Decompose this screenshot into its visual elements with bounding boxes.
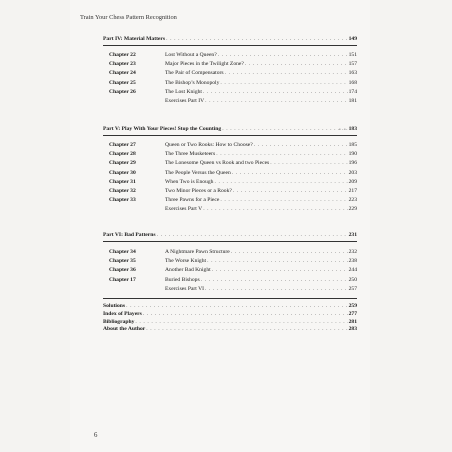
- chapter-page: 257: [348, 285, 357, 292]
- chapter-page: 157: [348, 61, 357, 68]
- chapter-title: Buried Bishops: [165, 276, 200, 283]
- toc-entry: [109, 267, 357, 276]
- dot-leader: [201, 277, 348, 283]
- back-matter-page: 277: [348, 310, 357, 317]
- toc-entry: [109, 258, 357, 267]
- dot-leader: [207, 258, 348, 264]
- chapter-list: [109, 249, 357, 295]
- dot-leader: [126, 303, 348, 309]
- back-matter-page: 259: [348, 303, 357, 309]
- chapter-number: Chapter 32: [109, 187, 136, 194]
- chapter-title: Two Minor Pieces or a Rook?: [165, 187, 232, 194]
- dot-leader: [270, 160, 347, 166]
- chapter-page: 229: [348, 206, 357, 213]
- dot-leader: [146, 326, 347, 332]
- toc-entry: [109, 249, 357, 258]
- chapter-title: Major Pieces in the Twilight Zone?: [165, 61, 244, 68]
- chapter-title: When Two is Enough: [165, 178, 214, 185]
- chapter-list: [109, 142, 357, 216]
- chapter-page: 174: [348, 88, 357, 95]
- chapter-number: Chapter 30: [109, 169, 136, 176]
- chapter-number: Chapter 17: [109, 276, 136, 283]
- toc-entry: [109, 197, 357, 206]
- chapter-list: [109, 52, 357, 107]
- chapter-page: 244: [348, 267, 357, 274]
- back-matter-list: [103, 303, 357, 334]
- toc-entry: [109, 179, 357, 188]
- page-number: 6: [94, 432, 98, 439]
- dot-leader: [220, 197, 347, 203]
- dot-leader: [216, 151, 347, 157]
- chapter-page: 163: [348, 70, 357, 77]
- chapter-number: Chapter 25: [109, 79, 136, 86]
- chapter-number: Chapter 34: [109, 249, 136, 255]
- dot-leader: [254, 142, 348, 148]
- back-matter-page: 281: [348, 318, 357, 325]
- chapter-title: The Three Musketeers: [165, 151, 216, 158]
- chapter-number: Chapter 22: [109, 52, 136, 58]
- part-rule: [103, 135, 357, 136]
- dot-leader: [205, 98, 347, 104]
- chapter-title: Three Pawns for a Piece: [165, 197, 220, 204]
- part-title: Part V: Play With Your Pieces! Stop the Counting: [103, 126, 222, 132]
- dot-leader: [225, 70, 348, 76]
- toc-entry: [109, 80, 357, 89]
- chapter-number: Chapter 33: [109, 197, 136, 204]
- toc-entry: [109, 61, 357, 70]
- back-matter-title: Index of Players: [103, 310, 142, 317]
- chapter-title: The Worse Knight: [165, 258, 207, 265]
- chapter-number: Chapter 36: [109, 267, 136, 274]
- part-rule: [103, 45, 357, 46]
- dot-leader: [135, 319, 347, 325]
- chapter-page: 185: [348, 142, 357, 148]
- chapter-page: 238: [348, 258, 357, 265]
- dot-leader: [205, 286, 348, 292]
- chapter-page: 151: [348, 52, 357, 58]
- dot-leader: [222, 126, 347, 132]
- dot-leader: [233, 188, 348, 194]
- dot-leader: [232, 170, 348, 176]
- chapter-title: Exercises Part IV: [165, 97, 205, 104]
- part-heading: [103, 36, 357, 42]
- chapter-title: The Lonesome Queen vs Rook and two Pieces: [165, 160, 270, 167]
- toc-entry: [109, 52, 357, 61]
- dot-leader: [212, 267, 348, 273]
- chapter-number: Chapter 26: [109, 88, 136, 95]
- dot-leader: [245, 61, 348, 67]
- toc-entry: [109, 206, 357, 215]
- toc-entry: [109, 70, 357, 79]
- toc-entry: [103, 319, 357, 327]
- toc-entry: [103, 303, 357, 311]
- part-title: Part VI: Bad Patterns: [103, 232, 156, 238]
- chapter-title: Exercises Part VI: [165, 285, 205, 292]
- back-matter-title: Bibliography: [103, 318, 135, 325]
- chapter-title: The Lost Knight: [165, 88, 202, 95]
- chapter-number: Chapter 28: [109, 151, 136, 158]
- back-matter-title: Solutions: [103, 303, 126, 309]
- dot-leader: [220, 80, 347, 86]
- toc-entry: [109, 188, 357, 197]
- chapter-title: A Nightmare Pawn Structure: [165, 249, 230, 255]
- part-heading: [103, 126, 357, 132]
- toc-entry: [109, 151, 357, 160]
- chapter-number: Chapter 27: [109, 142, 136, 148]
- part-page: 231: [348, 232, 357, 238]
- toc-entry: [109, 98, 357, 107]
- dot-leader: [143, 311, 348, 317]
- dot-leader: [203, 89, 348, 95]
- chapter-title: The Pair of Compensators: [165, 70, 224, 77]
- chapter-title: Lost Without a Queen?: [165, 52, 217, 58]
- toc-entry: [109, 89, 357, 98]
- dot-leader: [214, 179, 347, 185]
- toc-entry: [109, 142, 357, 151]
- back-matter-page: 283: [348, 326, 357, 333]
- chapter-page: 203: [348, 169, 357, 176]
- chapter-page: 250: [348, 276, 357, 283]
- chapter-page: 232: [348, 249, 357, 255]
- part-title: Part IV: Material Matters: [103, 36, 166, 42]
- chapter-page: 168: [348, 79, 357, 86]
- chapter-page: 196: [348, 160, 357, 167]
- chapter-page: 223: [348, 197, 357, 204]
- part-rule: [103, 241, 357, 242]
- dot-leader: [157, 232, 348, 238]
- part-page: 149: [348, 36, 357, 42]
- toc-entry: [103, 311, 357, 319]
- toc-entry: [109, 170, 357, 179]
- chapter-number: Chapter 31: [109, 178, 136, 185]
- dot-leader: [218, 52, 348, 58]
- chapter-number: Chapter 35: [109, 258, 136, 265]
- part-page: 183: [348, 126, 357, 132]
- toc-entry: [109, 286, 357, 295]
- chapter-title: Another Bad Knight: [165, 267, 211, 274]
- chapter-title: The Bishop’s Monopoly: [165, 79, 220, 86]
- chapter-title: Queen or Two Rooks: How to Choose?: [165, 142, 253, 148]
- part-heading: [103, 232, 357, 238]
- chapter-page: 217: [348, 187, 357, 194]
- chapter-title: Exercises Part V: [165, 206, 203, 213]
- margin-mark: • •: [339, 128, 347, 133]
- dot-leader: [203, 206, 347, 212]
- dot-leader: [166, 36, 348, 42]
- toc-entry: [109, 160, 357, 169]
- chapter-page: 190: [348, 151, 357, 158]
- section-rule: [103, 298, 357, 299]
- chapter-page: 181: [348, 97, 357, 104]
- dot-leader: [231, 249, 348, 255]
- chapter-title: The People Versus the Queen: [165, 169, 231, 176]
- toc-entry: [109, 277, 357, 286]
- chapter-number: Chapter 24: [109, 70, 136, 77]
- chapter-number: Chapter 23: [109, 61, 136, 68]
- toc-entry: [103, 326, 357, 334]
- running-head: Train Your Chess Pattern Recognition: [80, 14, 177, 21]
- back-matter-title: About the Author: [103, 326, 146, 333]
- chapter-number: Chapter 29: [109, 160, 136, 167]
- chapter-page: 209: [348, 178, 357, 185]
